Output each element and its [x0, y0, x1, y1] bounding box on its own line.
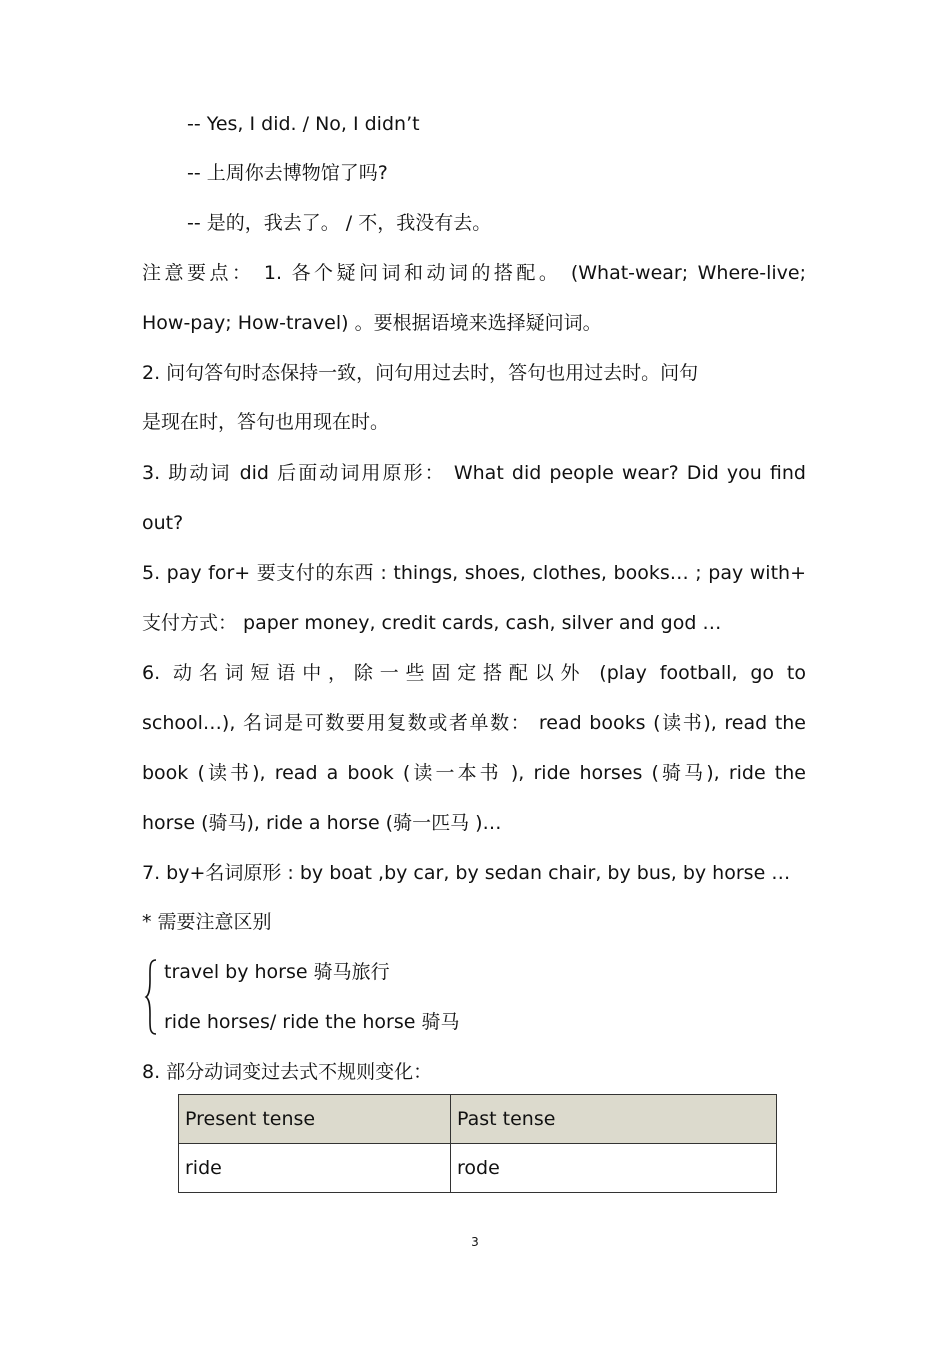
header-present-tense: Present tense	[179, 1095, 451, 1144]
tense-table	[178, 1094, 777, 1193]
note-2-line-2: 是现在时，答句也用现在时。	[142, 411, 390, 433]
table-header-row	[179, 1095, 777, 1144]
cell-past: rode	[451, 1144, 777, 1193]
note-3-line-1: 3. 助动词 did 后面动词用原形： What did people wear? Did you find	[142, 462, 806, 484]
page-number: 3	[471, 1235, 479, 1249]
note-6-line-2: school…), 名词是可数要用复数或者单数： read books (读书), read the	[142, 712, 806, 734]
note-6-line-1: 6. 动名词短语中，除一些固定搭配以外 (play football, go to	[142, 662, 806, 684]
note-1-line-1: 注意要点： 1. 各个疑问词和动词的搭配。 (What-wear; Where-live;	[142, 262, 806, 284]
header-past-tense: Past tense	[451, 1095, 777, 1144]
note-5-line-1: 5. pay for+ 要支付的东西 : things, shoes, clothes, books… ; pay with+	[142, 562, 806, 584]
compare-travel-by-horse: travel by horse 骑马旅行	[164, 961, 390, 983]
question-translation: -- 上周你去博物馆了吗?	[187, 162, 388, 184]
note-8-line: 8. 部分动词变过去式不规则变化：	[142, 1061, 433, 1083]
answer-translation: -- 是的，我去了。 / 不，我没有去。	[187, 212, 492, 234]
note-2-line-1: 2. 问句答句时态保持一致，问句用过去时，答句也用过去时。问句	[142, 362, 699, 384]
note-1-line-2: How-pay; How-travel) 。要根据语境来选择疑问词。	[142, 312, 602, 334]
answer-line: -- Yes, I did. / No, I didn’t	[187, 113, 420, 135]
compare-ride-horses: ride horses/ ride the horse 骑马	[164, 1011, 460, 1033]
note-3-line-2: out?	[142, 512, 184, 534]
note-6-line-3: book (读书), read a book (读一本书 ), ride horses (骑马), ride the	[142, 762, 806, 784]
cell-present: ride	[179, 1144, 451, 1193]
note-6-line-4: horse (骑马), ride a horse (骑一匹马 )…	[142, 812, 502, 834]
brace-icon	[144, 958, 158, 1036]
note-7-line: 7. by+名词原形 : by boat ,by car, by sedan chair, by bus, by horse …	[142, 862, 791, 884]
note-distinguish: * 需要注意区别	[142, 911, 272, 933]
table-row	[179, 1144, 777, 1193]
note-5-line-2: 支付方式： paper money, credit cards, cash, silver and god …	[142, 612, 722, 634]
